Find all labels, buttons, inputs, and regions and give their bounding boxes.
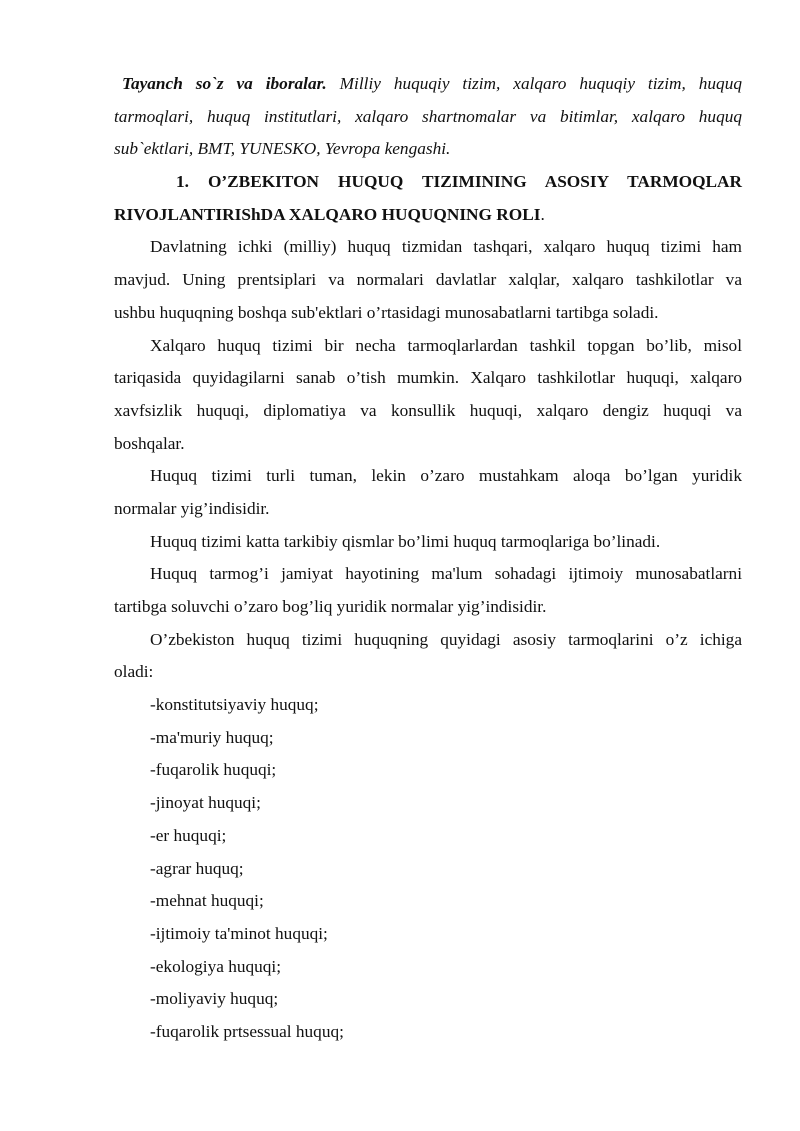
paragraph-line: Xalqaro huquq tizimi bir necha tarmoqlarlardan tashkil topgan bo’lib, misol [150,335,742,355]
list-item: -jinoyat huquqi; [150,793,261,813]
list-item: -ijtimoiy ta'minot huquqi; [150,923,328,943]
paragraph-line: oladi: [114,662,154,682]
law-branches-list [114,689,742,1049]
keywords-line-2: tarmoqlari, huquq institutlari, xalqaro shartnomalar va bitimlar, xalqaro huquq [114,106,742,126]
keywords-text: Milliy huquqiy tizim, xalqaro huquqiy tizim, huquq [339,74,742,93]
list-item: -er huquqi; [150,825,227,845]
paragraph-line: normalar yig’indisidir. [114,498,270,518]
list-item: -fuqarolik huquqi; [150,760,277,780]
paragraph-line: tariqasida quyidagilarni sanab o’tish mumkin. Xalqaro tashkilotlar huquqi, xalqaro [114,368,742,388]
paragraph [114,526,742,559]
section-heading-line-2 [114,199,742,232]
paragraph-line: Huquq tizimi turli tuman, lekin o’zaro mustahkam aloqa bo’lgan yuridik [150,466,742,486]
paragraph-line: ushbu huquqning boshqa sub'ektlari o’rtasidagi munosabatlarni tartibga soladi. [114,302,659,322]
paragraph-line: tartibga soluvchi o’zaro bog’liq yuridik normalar yig’indisidir. [114,597,547,616]
section-heading-line-2-text: RIVOJLANTIRIShDA XALQARO HUQUQNING ROLI [114,204,541,224]
list-item: -ma'muriy huquq; [150,727,274,747]
paragraph [114,624,742,689]
list-item: -ekologiya huquqi; [150,956,282,976]
paragraph-line: Davlatning ichki (milliy) huquq tizmidan tashqari, xalqaro huquq tizimi ham [150,237,742,257]
section-heading [114,166,742,231]
section-heading-line-2-period: . [540,204,545,224]
keywords-block [114,68,742,166]
keywords-label: Tayanch so`z va iboralar. [122,74,327,93]
paragraph-line: mavjud. Uning prentsiplari va normalari davlatlar xalqlar, xalqaro tashkilotlar va [114,270,742,290]
keywords-line-3: sub`ektlari, BMT, YUNESKO, Yevropa kengashi. [114,139,451,159]
paragraph [114,558,742,623]
paragraph-line: Huquq tizimi katta tarkibiy qismlar bo’limi huquq tarmoqlariga bo’linadi. [150,531,661,551]
list-item: -agrar huquq; [150,858,244,878]
paragraph [114,460,742,525]
paragraph-line: Huquq tarmog’i jamiyat hayotining ma'lum sohadagi ijtimoiy munosabatlarni [150,564,742,584]
paragraph-line: O’zbekiston huquq tizimi huquqning quyidagi asosiy tarmoqlarini o’z ichiga [150,629,742,649]
list-item: -mehnat huquqi; [150,891,264,911]
paragraph-line: boshqalar. [114,433,185,453]
list-item: -konstitutsiyaviy huquq; [150,695,319,715]
section-heading-line-1: 1. O’ZBEKITON HUQUQ TIZIMINING ASOSIY TARMOQLAR [176,172,742,192]
list-item: -moliyaviy huquq; [150,989,279,1009]
paragraph [114,231,742,329]
list-item: -fuqarolik prtsessual huquq; [150,1021,344,1041]
document-page [114,68,742,1049]
paragraph [114,330,742,461]
keywords-line-1 [114,68,742,101]
paragraph-line: xavfsizlik huquqi, diplomatiya va konsullik huquqi, xalqaro dengiz huquqi va [114,400,742,420]
